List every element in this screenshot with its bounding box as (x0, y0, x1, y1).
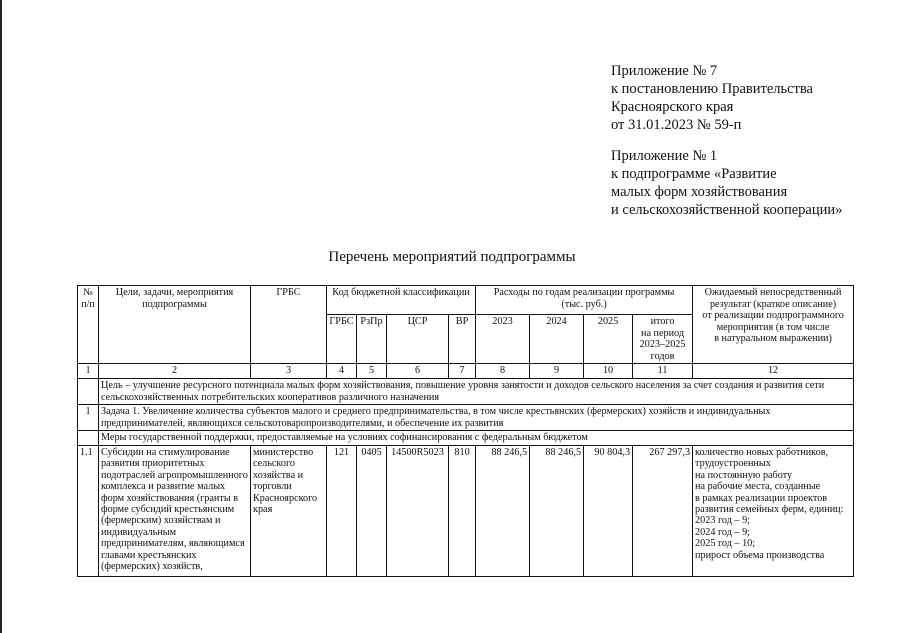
task-row-num: 1 (78, 405, 99, 431)
header-budget-code: Код бюджетной классификации (327, 286, 476, 315)
appendix-line: Красноярского края (611, 99, 734, 115)
page-edge (0, 0, 2, 633)
row-num: 1.1 (78, 445, 99, 576)
column-number: 11 (633, 364, 693, 379)
appendix-line: и сельскохозяйственной кооперации» (611, 202, 843, 218)
appendix-line: Приложение № 7 (611, 63, 718, 79)
column-number: 7 (449, 364, 476, 379)
column-number: 2 (99, 364, 251, 379)
row-total: 267 297,3 (633, 445, 693, 576)
appendix-line: малых форм хозяйствования (611, 184, 788, 200)
header-row (78, 286, 854, 315)
measures-row-num-cell (78, 431, 99, 446)
column-number: 12 (693, 364, 854, 379)
appendix-line: от 31.01.2023 № 59-п (611, 117, 742, 133)
appendix-line: к подпрограмме «Развитие (611, 166, 777, 182)
row-2023: 88 246,5 (476, 445, 530, 576)
goal-row-text: Цель – улучшение ресурсного потенциала малых форм хозяйствования, повышение уровня занятости и доходов сельского населения за счет создания и развития сети сельскохозяйственных потребительских кооперативов различного назначения (99, 378, 854, 404)
header-grbs: ГРБС (251, 286, 327, 364)
row-vr: 810 (449, 445, 476, 576)
task-row (78, 405, 854, 431)
column-number: 4 (327, 364, 357, 379)
page-title: Перечень мероприятий подпрограммы (328, 249, 576, 265)
measures-row (78, 431, 854, 446)
column-number: 6 (387, 364, 449, 379)
header-expenses: Расходы по годам реализации программы (тыс. руб.) (476, 286, 693, 315)
header-total: итого на период 2023–2025 годов (633, 315, 693, 364)
header-code-grbs: ГРБС (327, 315, 357, 364)
appendix-1-header (611, 147, 842, 219)
appendix-line: к постановлению Правительства (611, 81, 813, 97)
column-number: 9 (530, 364, 584, 379)
header-code-csr: ЦСР (387, 315, 449, 364)
header-year-2023: 2023 (476, 315, 530, 364)
row-2025: 90 804,3 (584, 445, 633, 576)
measures-table (77, 285, 854, 577)
column-number: 8 (476, 364, 530, 379)
header-goals: Цели, задачи, мероприятия подпрограммы (99, 286, 251, 364)
column-number: 10 (584, 364, 633, 379)
measures-row-text: Меры государственной поддержки, предоставляемые на условиях софинансирования с федеральным бюджетом (99, 431, 854, 446)
row-2024: 88 246,5 (530, 445, 584, 576)
row-csr: 14500R5023 (387, 445, 449, 576)
header-num: № п/п (78, 286, 99, 364)
row-name: Субсидии на стимулирование развития приоритетных подотраслей агропромышленного комплекса и развитие малых форм хозяйствования (гранты в форме субсидий крестьянским (фермерским) хозяйствам и индивидуальным предпринимателям, являющимся главами крестьянских (фермерских) хозяйств, (99, 445, 251, 576)
table-row (78, 445, 854, 576)
header-year-2025: 2025 (584, 315, 633, 364)
row-grbs: министерство сельского хозяйства и торговли Красноярского края (251, 445, 327, 576)
goal-row (78, 378, 854, 404)
row-result: количество новых работников, трудоустроенных на постоянную работу на рабочие места, созданные в рамках реализации проектов развития семейных ферм, единиц: 2023 год – 9; 2024 год – 9; 2025 год – 10; прирост объема производства (693, 445, 854, 576)
header-code-rzpr: РзПр (357, 315, 387, 364)
header-result: Ожидаемый непосредственный результат (краткое описание) от реализации подпрограммного мероприятия (в том числе в натуральном выражении) (693, 286, 854, 364)
column-number: 3 (251, 364, 327, 379)
row-code-grbs: 121 (327, 445, 357, 576)
header-code-vr: ВР (449, 315, 476, 364)
task-row-text: Задача 1. Увеличение количества субъектов малого и среднего предпринимательства, в том числе крестьянских (фермерских) хозяйств и индивидуальных предпринимателей, являющихся сельскотоваропроизводителями, и обеспечение их развития (99, 405, 854, 431)
column-numbers-row (78, 364, 854, 379)
header-year-2024: 2024 (530, 315, 584, 364)
row-rzpr: 0405 (357, 445, 387, 576)
appendix-7-header (611, 62, 813, 134)
column-number: 5 (357, 364, 387, 379)
column-number: 1 (78, 364, 99, 379)
goal-row-num-cell (78, 378, 99, 404)
appendix-line: Приложение № 1 (611, 148, 718, 164)
